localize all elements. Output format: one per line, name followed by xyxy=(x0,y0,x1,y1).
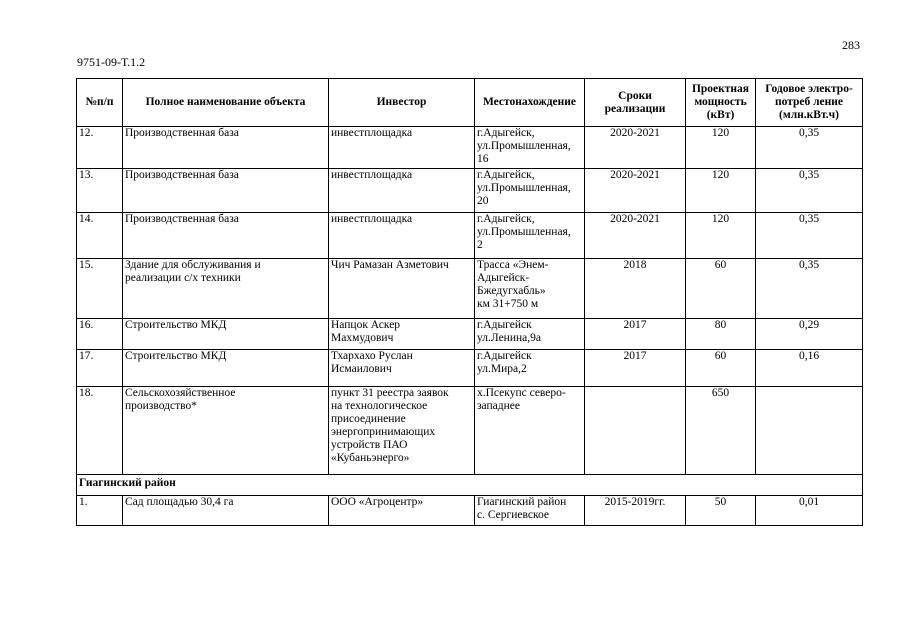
cell-number: 15. xyxy=(77,259,123,319)
cell-power: 120 xyxy=(686,127,756,169)
cell-number: 13. xyxy=(77,169,123,213)
cell-period: 2020-2021 xyxy=(585,127,686,169)
table-row xyxy=(77,387,863,475)
cell-power: 120 xyxy=(686,213,756,259)
column-header-name: Полное наименование объекта xyxy=(123,79,329,127)
table-row xyxy=(77,259,863,319)
cell-period: 2017 xyxy=(585,350,686,387)
cell-name: Сад площадью 30,4 га xyxy=(123,496,329,526)
column-header-period: Сроки реализации xyxy=(585,79,686,127)
cell-number: 12. xyxy=(77,127,123,169)
cell-period xyxy=(585,387,686,475)
cell-period: 2018 xyxy=(585,259,686,319)
objects-table xyxy=(76,78,863,526)
cell-name: Строительство МКД xyxy=(123,350,329,387)
cell-power: 60 xyxy=(686,259,756,319)
table-row xyxy=(77,319,863,350)
cell-name: Производственная база xyxy=(123,213,329,259)
cell-name: Производственная база xyxy=(123,169,329,213)
cell-number: 16. xyxy=(77,319,123,350)
cell-consumption: 0,29 xyxy=(756,319,863,350)
cell-name: Сельскохозяйственное производство* xyxy=(123,387,329,475)
cell-period: 2017 xyxy=(585,319,686,350)
cell-consumption: 0,01 xyxy=(756,496,863,526)
cell-power: 120 xyxy=(686,169,756,213)
table-header-row xyxy=(77,79,863,127)
cell-consumption: 0,35 xyxy=(756,213,863,259)
cell-location: Трасса «Энем- Адыгейск- Бжедугхабль» км 31+750 м xyxy=(475,259,585,319)
cell-consumption: 0,35 xyxy=(756,259,863,319)
table-row xyxy=(77,350,863,387)
cell-name: Строительство МКД xyxy=(123,319,329,350)
column-header-consumption: Годовое электро- потреб ление (млн.кВт.ч) xyxy=(756,79,863,127)
cell-consumption xyxy=(756,387,863,475)
cell-power: 80 xyxy=(686,319,756,350)
cell-name: Здание для обслуживания и реализации с/х техники xyxy=(123,259,329,319)
cell-location: Гиагинский район с. Сергиевское xyxy=(475,496,585,526)
cell-investor: Чич Рамазан Азметович xyxy=(329,259,475,319)
cell-investor: инвестплощадка xyxy=(329,213,475,259)
cell-period: 2020-2021 xyxy=(585,169,686,213)
cell-investor: пункт 31 реестра заявок на технологическое присоединение энергопринимающих устройств ПАО «Кубаньэнерго» xyxy=(329,387,475,475)
cell-number: 14. xyxy=(77,213,123,259)
cell-consumption: 0,35 xyxy=(756,169,863,213)
cell-name: Производственная база xyxy=(123,127,329,169)
page-number: 283 xyxy=(842,38,860,52)
cell-investor: ООО «Агроцентр» xyxy=(329,496,475,526)
column-header-location: Местонахождение xyxy=(475,79,585,127)
cell-investor: Напцок Аскер Махмудович xyxy=(329,319,475,350)
document-code: 9751-09-Т.1.2 xyxy=(77,55,146,69)
section-title: Гиагинский район xyxy=(77,475,863,496)
cell-investor: инвестплощадка xyxy=(329,169,475,213)
cell-period: 2015-2019гг. xyxy=(585,496,686,526)
cell-power: 60 xyxy=(686,350,756,387)
table-row xyxy=(77,127,863,169)
cell-location: г.Адыгейск ул.Мира,2 xyxy=(475,350,585,387)
table-row xyxy=(77,169,863,213)
table-row xyxy=(77,496,863,526)
cell-power: 650 xyxy=(686,387,756,475)
cell-period: 2020-2021 xyxy=(585,213,686,259)
cell-location: г.Адыгейск, ул.Промышленная, 20 xyxy=(475,169,585,213)
cell-investor: инвестплощадка xyxy=(329,127,475,169)
cell-location: г.Адыгейск, ул.Промышленная, 2 xyxy=(475,213,585,259)
cell-number: 17. xyxy=(77,350,123,387)
column-header-power: Проектная мощность (кВт) xyxy=(686,79,756,127)
cell-investor: Тхархахо Руслан Исмаилович xyxy=(329,350,475,387)
column-header-investor: Инвестор xyxy=(329,79,475,127)
column-header-number: №п/п xyxy=(77,79,123,127)
cell-power: 50 xyxy=(686,496,756,526)
table-row xyxy=(77,213,863,259)
cell-number: 1. xyxy=(77,496,123,526)
cell-consumption: 0,16 xyxy=(756,350,863,387)
cell-location: г.Адыгейск ул.Ленина,9а xyxy=(475,319,585,350)
cell-location: х.Псекупс северо- западнее xyxy=(475,387,585,475)
cell-consumption: 0,35 xyxy=(756,127,863,169)
section-row xyxy=(77,475,863,496)
cell-location: г.Адыгейск, ул.Промышленная, 16 xyxy=(475,127,585,169)
cell-number: 18. xyxy=(77,387,123,475)
